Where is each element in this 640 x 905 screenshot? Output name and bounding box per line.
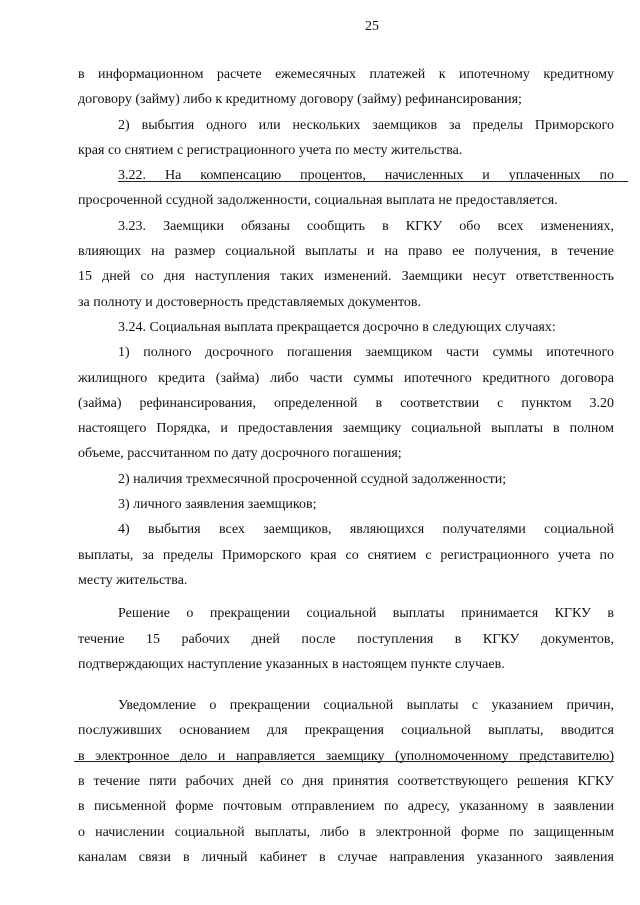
text-line-p11-l5 (78, 794, 614, 819)
termination-decision-paragraph (78, 601, 614, 677)
text-line-p4-l4 (78, 290, 614, 315)
text-line-content: 3.22. На компенсацию процентов, начисленных и уплаченных по (118, 168, 614, 184)
text-line-content: (займа) рефинансирования, определенной в соответствии с пунктом 3.20 (78, 395, 614, 411)
text-line-p4-l3 (78, 264, 614, 289)
page-number: 25 (365, 19, 379, 34)
text-line-p5-l1 (78, 315, 614, 340)
text-line-content: в информационном расчете ежемесячных платежей к ипотечному кредитному (78, 67, 614, 82)
text-line-content: подтверждающих наступление указанных в настоящем пункте случаев. (78, 656, 505, 672)
text-line-content: договору (займу) либо к кредитному договору (займу) рефинансирования; (78, 92, 522, 108)
text-line-content: 3.23. Заемщики обязаны сообщить в КГКУ обо всех изменениях, (118, 218, 614, 234)
text-line-content: 4) выбытия всех заемщиков, являющихся получателями социальной (118, 522, 614, 538)
text-line-content: Уведомление о прекращении социальной выплаты с указанием причин, (118, 698, 614, 714)
text-line-p11-l3 (78, 744, 614, 769)
text-line-p8-l1 (78, 492, 614, 517)
text-line-p11-l2 (78, 718, 614, 743)
text-line-p6-l3 (78, 391, 614, 416)
text-line-content: 2) наличия трехмесячной просроченной ссудной задолженности; (118, 471, 507, 487)
text-line-content: 15 дней со дня наступления таких изменений. Заемщики несут ответственность (78, 269, 614, 285)
text-line-content: 3.24. Социальная выплата прекращается досрочно в следующих случаях: (118, 319, 556, 335)
text-line-p6-l1 (78, 340, 614, 365)
text-line-p3-l1 (78, 163, 614, 188)
text-line-content: месту жительства. (78, 572, 188, 588)
section-3-21-to-3-24 (78, 62, 614, 593)
text-line-content: 2) выбытия одного или нескольких заемщиков за пределы Приморского (118, 117, 614, 133)
text-line-p1-l2 (78, 87, 614, 112)
text-line-content: за полноту и достоверность представляемых документов. (78, 294, 422, 310)
text-line-content: настоящего Порядка, и предоставления заемщику социальной выплаты в полном (78, 421, 614, 437)
text-line-content: влияющих на размер социальной выплаты и на право ее получения, в течение (78, 244, 614, 260)
text-line-p2-l2 (78, 138, 614, 163)
text-line-p9-l3 (78, 568, 614, 593)
text-line-p11-l7 (78, 845, 614, 870)
text-line-p6-l4 (78, 416, 614, 441)
text-line-content: 1) полного досрочного погашения заемщиком части суммы ипотечного (118, 345, 614, 361)
text-line-content: в письменной форме почтовым отправлением по адресу, указанному в заявлении (78, 799, 614, 815)
text-line-p10-l2 (78, 627, 614, 652)
text-line-p4-l2 (78, 239, 614, 264)
text-line-p7-l1 (78, 467, 614, 492)
text-line-p6-l2 (78, 366, 614, 391)
text-line-content: о начислении социальной выплаты, либо в электронной форме по защищенным (78, 824, 614, 840)
text-line-p2-l1 (78, 113, 614, 138)
text-line-p11-l1 (78, 693, 614, 718)
text-line-p4-l1 (78, 214, 614, 239)
text-line-content: Решение о прекращении социальной выплаты принимается КГКУ в (118, 606, 614, 622)
text-line-content: 3) личного заявления заемщиков; (118, 497, 317, 513)
text-line-p11-l4 (78, 769, 614, 794)
termination-notice-paragraph (78, 693, 614, 870)
paragraph-gap (78, 677, 614, 693)
text-line-content: в электронное дело и направляется заемщику (уполномоченному представителю) (78, 748, 614, 764)
text-line-p10-l1 (78, 601, 614, 626)
text-line-content: объеме, рассчитанном по дату досрочного погашения; (78, 446, 402, 462)
text-line-p6-l5 (78, 441, 614, 466)
text-line-p11-l6 (78, 820, 614, 845)
text-line-content: течение 15 рабочих дней после поступления в КГКУ документов, (78, 631, 614, 647)
text-line-content: жилищного кредита (займа) либо части суммы ипотечного кредитного договора (78, 370, 614, 386)
text-line-content: каналам связи в личный кабинет в случае направления указанного заявления (78, 849, 614, 865)
text-line-content: края со снятием с регистрационного учета по месту жительства. (78, 142, 463, 158)
text-line-content: выплаты, за пределы Приморского края со снятием с регистрационного учета по (78, 547, 614, 563)
text-line-content: послуживших основанием для прекращения социальной выплаты, вводится (78, 723, 614, 739)
paragraph-gap (78, 593, 614, 601)
text-line-p1-l1 (78, 62, 614, 87)
text-line-p9-l1 (78, 517, 614, 542)
text-line-p3-l2 (78, 188, 614, 213)
text-line-p9-l2 (78, 543, 614, 568)
text-line-p10-l3 (78, 652, 614, 677)
text-line-content: в течение пяти рабочих дней со дня принятия соответствующего решения КГКУ (78, 774, 614, 790)
text-line-content: просроченной ссудной задолженности, социальная выплата не предоставляется. (78, 193, 558, 209)
